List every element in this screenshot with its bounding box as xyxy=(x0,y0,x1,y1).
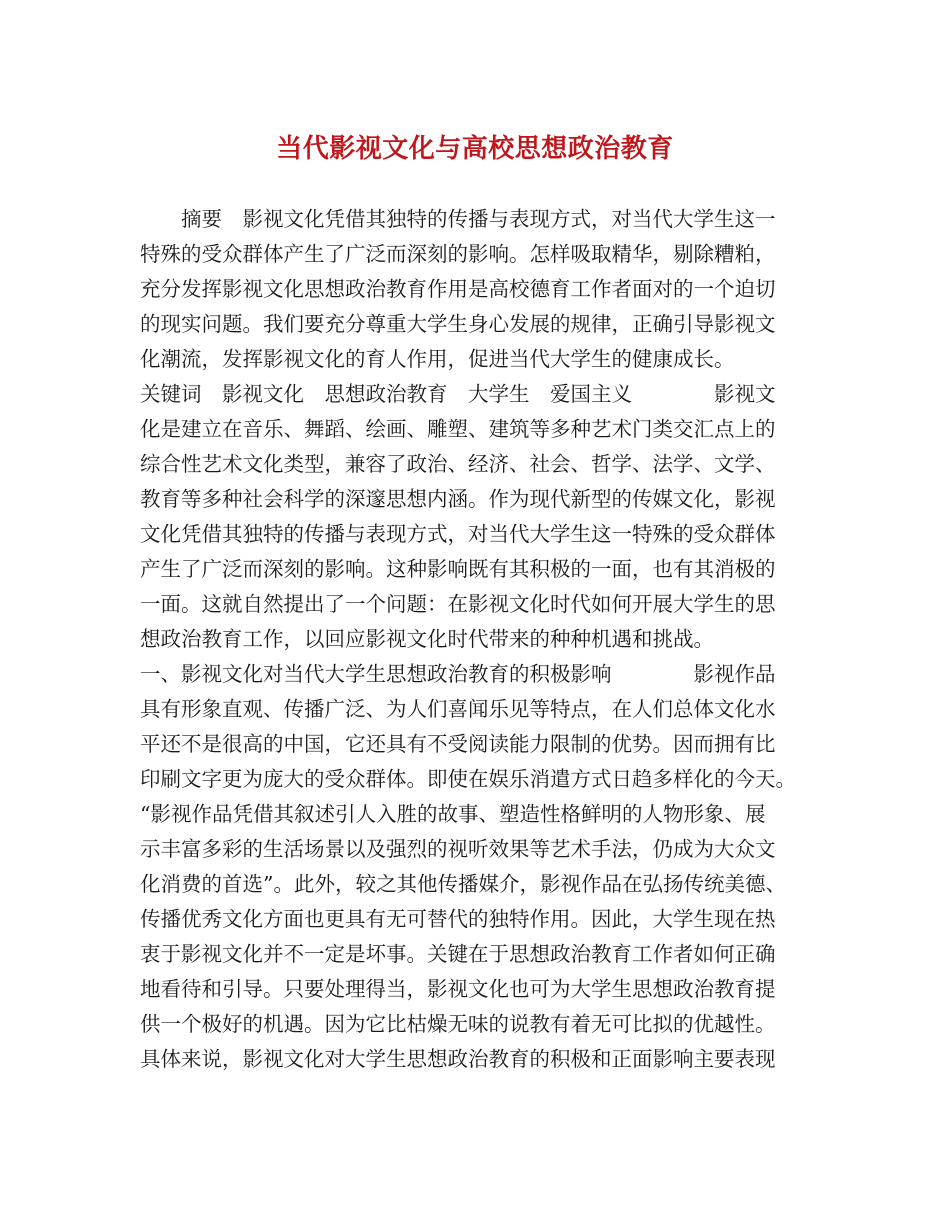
text-line: 化是建立在音乐、舞蹈、绘画、雕塑、建筑等多种艺术门类交汇点上的 xyxy=(140,417,776,441)
document-title: 当代影视文化与高校思想政治教育 xyxy=(276,134,674,164)
text-line: 具体来说，影视文化对大学生思想政治教育的积极和正面影响主要表现 xyxy=(140,1047,776,1071)
text-line: 一、影视文化对当代大学生思想政治教育的积极影响 影视作品 xyxy=(140,662,776,686)
text-line: 一面。这就自然提出了一个问题：在影视文化时代如何开展大学生的思 xyxy=(140,592,776,616)
text-line: 供一个极好的机遇。因为它比枯燥无味的说教有着无可比拟的优越性。 xyxy=(140,1012,776,1036)
text-line: 化潮流，发挥影视文化的育人作用，促进当代大学生的健康成长。 xyxy=(140,347,735,371)
text-line: 摘要 影视文化凭借其独特的传播与表现方式，对当代大学生这一 xyxy=(140,207,776,231)
text-line: 充分发挥影视文化思想政治教育作用是高校德育工作者面对的一个迫切 xyxy=(140,277,776,301)
text-line: 文化凭借其独特的传播与表现方式，对当代大学生这一特殊的受众群体 xyxy=(140,522,776,546)
text-line: 特殊的受众群体产生了广泛而深刻的影响。怎样吸取精华，剔除糟粕， xyxy=(140,242,776,266)
text-line: 地看待和引导。只要处理得当，影视文化也可为大学生思想政治教育提 xyxy=(140,977,776,1001)
text-line: 平还不是很高的中国，它还具有不受阅读能力限制的优势。因而拥有比 xyxy=(140,732,776,756)
text-line: 具有形象直观、传播广泛、为人们喜闻乐见等特点，在人们总体文化水 xyxy=(140,697,776,721)
text-line: 的现实问题。我们要充分尊重大学生身心发展的规律，正确引导影视文 xyxy=(140,312,776,336)
text-line: 示丰富多彩的生活场景以及强烈的视听效果等艺术手法，仍成为大众文 xyxy=(140,837,776,861)
text-line: 化消费的首选”。此外，较之其他传播媒介，影视作品在弘扬传统美德、 xyxy=(140,872,786,896)
text-line: 关键词 影视文化 思想政治教育 大学生 爱国主义 影视文 xyxy=(140,382,776,406)
text-line: 印刷文字更为庞大的受众群体。即使在娱乐消遣方式日趋多样化的今天。 xyxy=(140,767,796,791)
text-line: 衷于影视文化并不一定是坏事。关键在于思想政治教育工作者如何正确 xyxy=(140,942,776,966)
text-line: 产生了广泛而深刻的影响。这种影响既有其积极的一面，也有其消极的 xyxy=(140,557,776,581)
text-line: 想政治教育工作，以回应影视文化时代带来的种种机遇和挑战。 xyxy=(140,627,714,651)
text-line: 综合性艺术文化类型，兼容了政治、经济、社会、哲学、法学、文学、 xyxy=(140,452,776,476)
text-line: 传播优秀文化方面也更具有无可替代的独特作用。因此，大学生现在热 xyxy=(140,907,776,931)
text-line: 教育等多种社会科学的深邃思想内涵。作为现代新型的传媒文化，影视 xyxy=(140,487,776,511)
body-text xyxy=(140,202,820,1077)
text-line: “影视作品凭借其叙述引人入胜的故事、塑造性格鲜明的人物形象、展 xyxy=(140,802,766,826)
